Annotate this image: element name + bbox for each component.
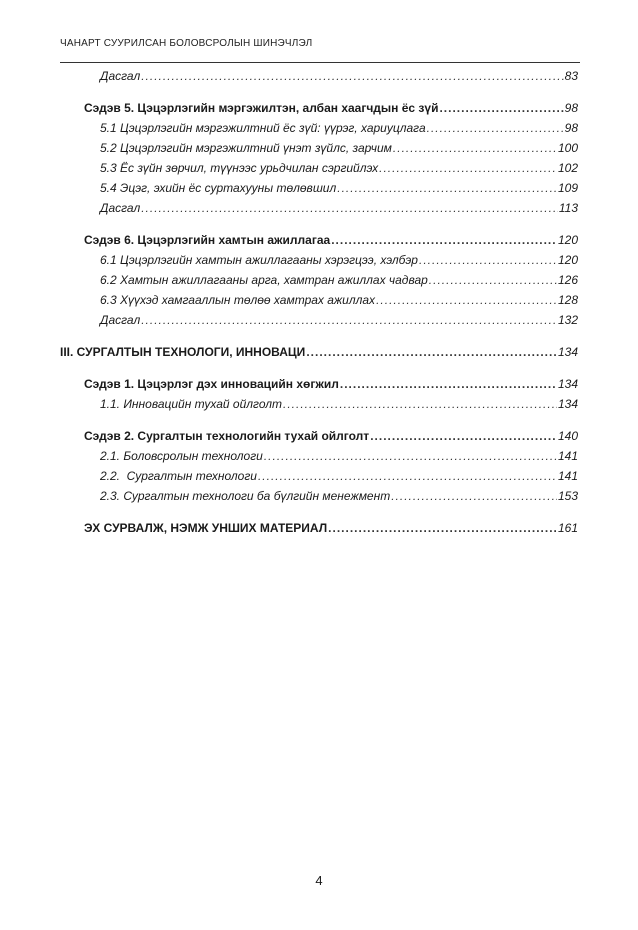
dot-leader (439, 98, 563, 118)
toc-entry-label: 6.1 Цэцэрлэгийн хамтын ажиллагааны хэрэгцээ, хэлбэр (100, 253, 418, 267)
toc-entry-page: 134 (557, 377, 578, 391)
toc-entry-page: 120 (557, 233, 578, 247)
dot-leader (264, 446, 557, 466)
toc-entry-label: III. СУРГАЛТЫН ТЕХНОЛОГИ, ИННОВАЦИ (60, 345, 306, 359)
toc-entry-page: 100 (557, 141, 578, 155)
running-header: ЧАНАРТ СУУРИЛСАН БОЛОВСРОЛЫН ШИНЭЧЛЭЛ (60, 38, 313, 49)
toc-entry-page: 83 (564, 69, 578, 83)
toc-entry[interactable] (60, 230, 578, 250)
dot-leader (376, 290, 557, 310)
page-number: 4 (315, 873, 323, 888)
toc-entry-label: 5.1 Цэцэрлэгийн мэргэжилтний ёс зүй: үүрэг, хариуцлага (100, 121, 426, 135)
toc-entry-label: Сэдэв 2. Сургалтын технологийн тухай ойлголт (84, 429, 370, 443)
toc-entry[interactable] (60, 486, 578, 506)
toc-entry[interactable] (60, 250, 578, 270)
toc-entry[interactable] (60, 374, 578, 394)
toc-entry-page: 134 (557, 345, 578, 359)
dot-leader (141, 66, 563, 86)
toc-entry[interactable] (60, 66, 578, 86)
toc-entry-label: 2.3. Сургалтын технологи ба бүлгийн менежмент (100, 489, 391, 503)
toc-entry-label: 5.4 Эцэг, эхийн ёс суртахууны төлөвшил (100, 181, 337, 195)
toc-entry[interactable] (60, 198, 578, 218)
toc-entry[interactable] (60, 394, 578, 414)
toc-entry-page: 98 (564, 101, 578, 115)
toc-entry[interactable] (60, 158, 578, 178)
dot-leader (393, 138, 557, 158)
toc-entry-page: 132 (557, 313, 578, 327)
toc-entry-page: 141 (557, 469, 578, 483)
dot-leader (370, 426, 557, 446)
toc-entry[interactable] (60, 342, 578, 362)
toc-entry-page: 128 (557, 293, 578, 307)
toc-entry-label: 1.1. Инновацийн тухай ойлголт (100, 397, 282, 411)
toc-entry[interactable] (60, 426, 578, 446)
toc-entry-label: 2.1. Боловсролын технологи (100, 449, 263, 463)
dot-leader (419, 250, 557, 270)
toc-entry[interactable] (60, 270, 578, 290)
toc-entry-label: Дасгал (100, 313, 141, 327)
toc-entry-label: Сэдэв 6. Цэцэрлэгийн хамтын ажиллагаа (84, 233, 331, 247)
toc-entry-page: 109 (557, 181, 578, 195)
dot-leader (141, 310, 557, 330)
toc-entry-label: 6.2 Хамтын ажиллагааны арга, хамтран ажиллах чадвар (100, 273, 428, 287)
toc-entry-label: Сэдэв 1. Цэцэрлэг дэх инновацийн хөгжил (84, 377, 339, 391)
toc-entry-label: 5.3 Ёс зүйн зөрчил, түүнээс урьдчилан сэргийлэх (100, 161, 379, 175)
toc-entry-label: Сэдэв 5. Цэцэрлэгийн мэргэжилтэн, албан хаагчдын ёс зүй (84, 101, 439, 115)
dot-leader (337, 178, 557, 198)
toc-entry-page: 134 (557, 397, 578, 411)
toc-entry[interactable] (60, 466, 578, 486)
toc-entry-label: 2.2. Сургалтын технологи (100, 469, 257, 483)
toc-entry-label: Дасгал (100, 69, 141, 83)
toc-entry[interactable] (60, 310, 578, 330)
table-of-contents (60, 66, 578, 538)
dot-leader (391, 486, 557, 506)
toc-entry-label: 6.3 Хүүхэд хамгааллын төлөө хамтрах ажиллах (100, 293, 376, 307)
toc-entry-page: 102 (557, 161, 578, 175)
header-rule (60, 62, 580, 63)
toc-entry[interactable] (60, 178, 578, 198)
toc-entry-page: 140 (557, 429, 578, 443)
dot-leader (340, 374, 557, 394)
toc-entry[interactable] (60, 118, 578, 138)
toc-entry-page: 161 (557, 521, 578, 535)
toc-entry-label: Дасгал (100, 201, 141, 215)
dot-leader (427, 118, 564, 138)
dot-leader (429, 270, 557, 290)
toc-entry-page: 120 (557, 253, 578, 267)
dot-leader (306, 342, 557, 362)
dot-leader (283, 394, 557, 414)
toc-entry-page: 113 (558, 201, 578, 215)
toc-entry[interactable] (60, 98, 578, 118)
dot-leader (331, 230, 557, 250)
toc-entry-page: 98 (564, 121, 578, 135)
dot-leader (258, 466, 557, 486)
toc-entry-label: 5.2 Цэцэрлэгийн мэргэжилтний үнэт зүйлс, зарчим (100, 141, 392, 155)
toc-entry-page: 153 (557, 489, 578, 503)
dot-leader (379, 158, 557, 178)
toc-entry[interactable] (60, 518, 578, 538)
dot-leader (141, 198, 558, 218)
toc-entry[interactable] (60, 138, 578, 158)
toc-entry[interactable] (60, 290, 578, 310)
toc-entry-page: 126 (557, 273, 578, 287)
dot-leader (328, 518, 557, 538)
toc-entry[interactable] (60, 446, 578, 466)
toc-entry-page: 141 (557, 449, 578, 463)
toc-entry-label: ЭХ СУРВАЛЖ, НЭМЖ УНШИХ МАТЕРИАЛ (84, 521, 328, 535)
